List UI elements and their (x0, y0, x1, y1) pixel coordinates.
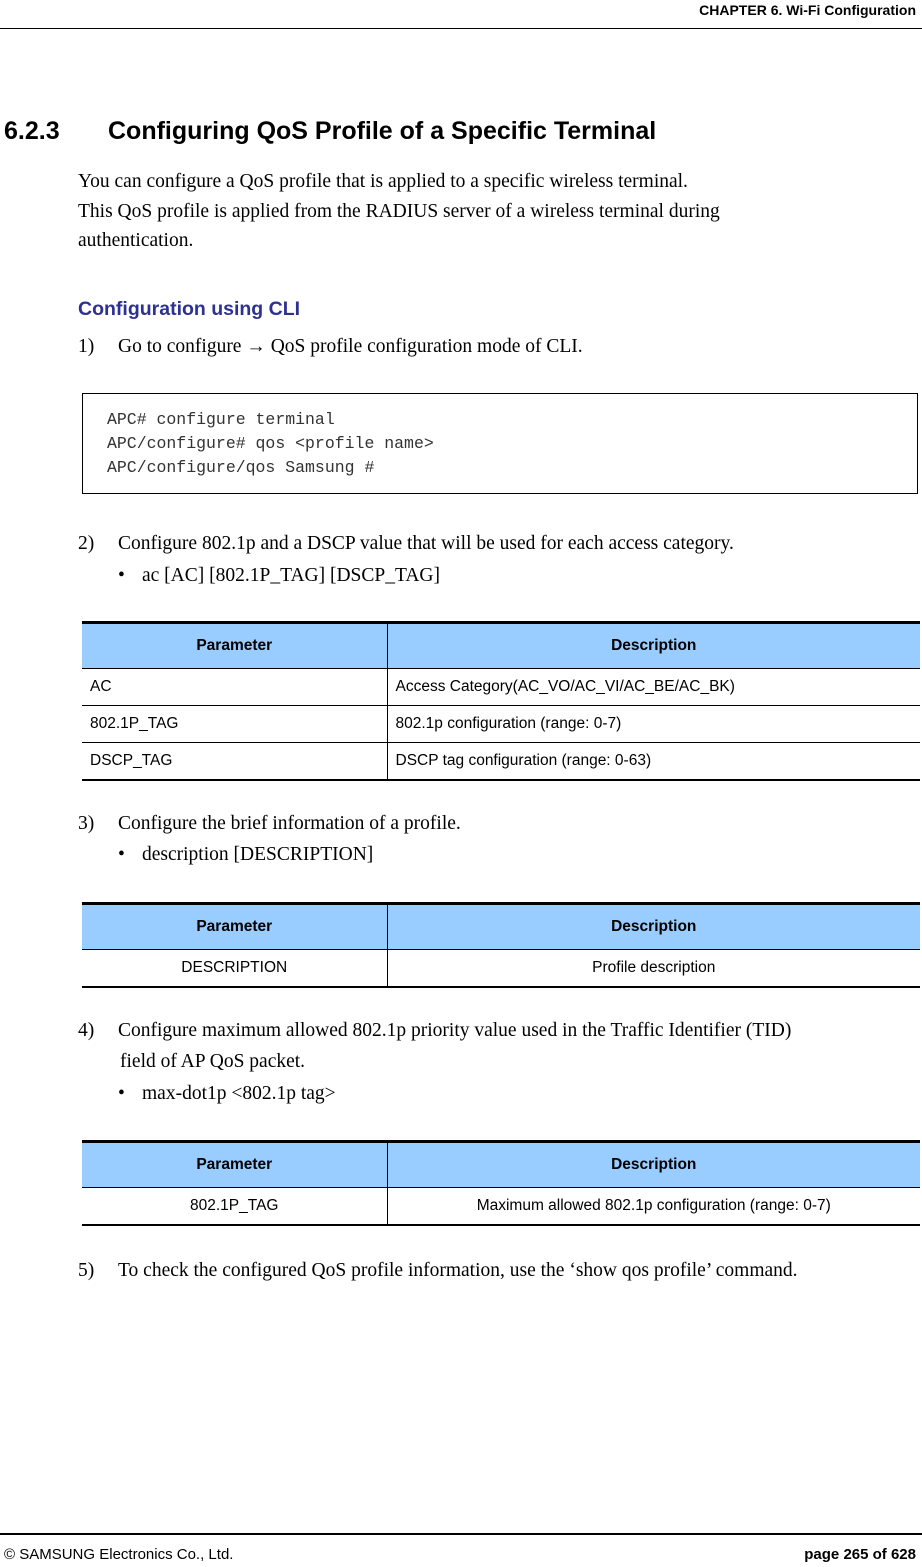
table-row (82, 1188, 920, 1226)
section-number: 6.2.3 (4, 117, 60, 145)
step-number: 1) (78, 336, 95, 357)
parameter-table-max-dot1p (82, 1140, 920, 1226)
table-cell: AC (82, 669, 387, 706)
step-number: 5) (78, 1260, 95, 1281)
step-text: Configure the brief information of a profile. (118, 813, 461, 834)
command-syntax: max-dot1p <802.1p tag> (142, 1083, 336, 1104)
step-text-continued: field of AP QoS packet. (120, 1051, 306, 1072)
table-row (82, 669, 920, 706)
table-cell: Maximum allowed 802.1p configuration (range: 0-7) (387, 1188, 920, 1226)
table-cell: Profile description (387, 950, 920, 988)
chapter-title: CHAPTER 6. Wi-Fi Configuration (699, 2, 916, 18)
section-heading (4, 117, 656, 146)
column-header: Description (387, 1142, 920, 1188)
table-row (82, 743, 920, 781)
bullet-dot: • (118, 565, 125, 586)
step-number: 4) (78, 1020, 95, 1041)
step-4 (78, 1020, 918, 1078)
table-cell: DSCP tag configuration (range: 0-63) (387, 743, 920, 781)
command-bullet (118, 844, 373, 866)
bullet-dot: • (118, 1083, 125, 1104)
step-5 (78, 1260, 918, 1286)
code-line: APC/configure/qos Samsung # (107, 458, 375, 477)
column-header: Parameter (82, 1142, 387, 1188)
command-bullet (118, 565, 440, 587)
table-header-row (82, 1142, 920, 1188)
page-number: page 265 of 628 (804, 1546, 916, 1563)
step-number: 3) (78, 813, 95, 834)
column-header: Parameter (82, 623, 387, 669)
column-header: Parameter (82, 904, 387, 950)
table-cell: 802.1p configuration (range: 0-7) (387, 706, 920, 743)
step-text: Go to configure → QoS profile configuration mode of CLI. (118, 336, 583, 357)
section-title: Configuring QoS Profile of a Specific Terminal (108, 117, 657, 145)
intro-line-3: authentication. (78, 230, 194, 251)
bullet-dot: • (118, 844, 125, 865)
copyright: © SAMSUNG Electronics Co., Ltd. (4, 1546, 234, 1563)
table-cell: 802.1P_TAG (82, 706, 387, 743)
command-syntax: description [DESCRIPTION] (142, 844, 374, 865)
step-text: Configure maximum allowed 802.1p priority value used in the Traffic Identifier (TID) (118, 1020, 792, 1041)
column-header: Description (387, 904, 920, 950)
step-2 (78, 533, 918, 559)
command-bullet (118, 1083, 336, 1105)
table-row (82, 706, 920, 743)
table-header-row (82, 904, 920, 950)
table-cell: Access Category(AC_VO/AC_VI/AC_BE/AC_BK) (387, 669, 920, 706)
intro-line-2: This QoS profile is applied from the RADIUS server of a wireless terminal during (78, 201, 720, 222)
table-cell: 802.1P_TAG (82, 1188, 387, 1226)
page-header (0, 0, 922, 29)
parameter-table-description (82, 902, 920, 988)
table-cell: DSCP_TAG (82, 743, 387, 781)
step-text: Configure 802.1p and a DSCP value that will be used for each access category. (118, 533, 734, 554)
step-number: 2) (78, 533, 95, 554)
page-footer (0, 1533, 922, 1567)
table-header-row (82, 623, 920, 669)
cli-subheading: Configuration using CLI (78, 298, 301, 320)
step-text: To check the configured QoS profile information, use the ‘show qos profile’ command. (118, 1260, 798, 1281)
column-header: Description (387, 623, 920, 669)
code-line: APC/configure# qos <profile name> (107, 434, 434, 453)
intro-line-1: You can configure a QoS profile that is applied to a specific wireless terminal. (78, 171, 688, 192)
cli-code-block (82, 393, 918, 494)
code-line: APC# configure terminal (107, 410, 335, 429)
table-row (82, 950, 920, 988)
command-syntax: ac [AC] [802.1P_TAG] [DSCP_TAG] (142, 565, 441, 586)
parameter-table-ac (82, 621, 920, 781)
step-3 (78, 813, 918, 839)
step-1 (78, 336, 918, 362)
table-cell: DESCRIPTION (82, 950, 387, 988)
